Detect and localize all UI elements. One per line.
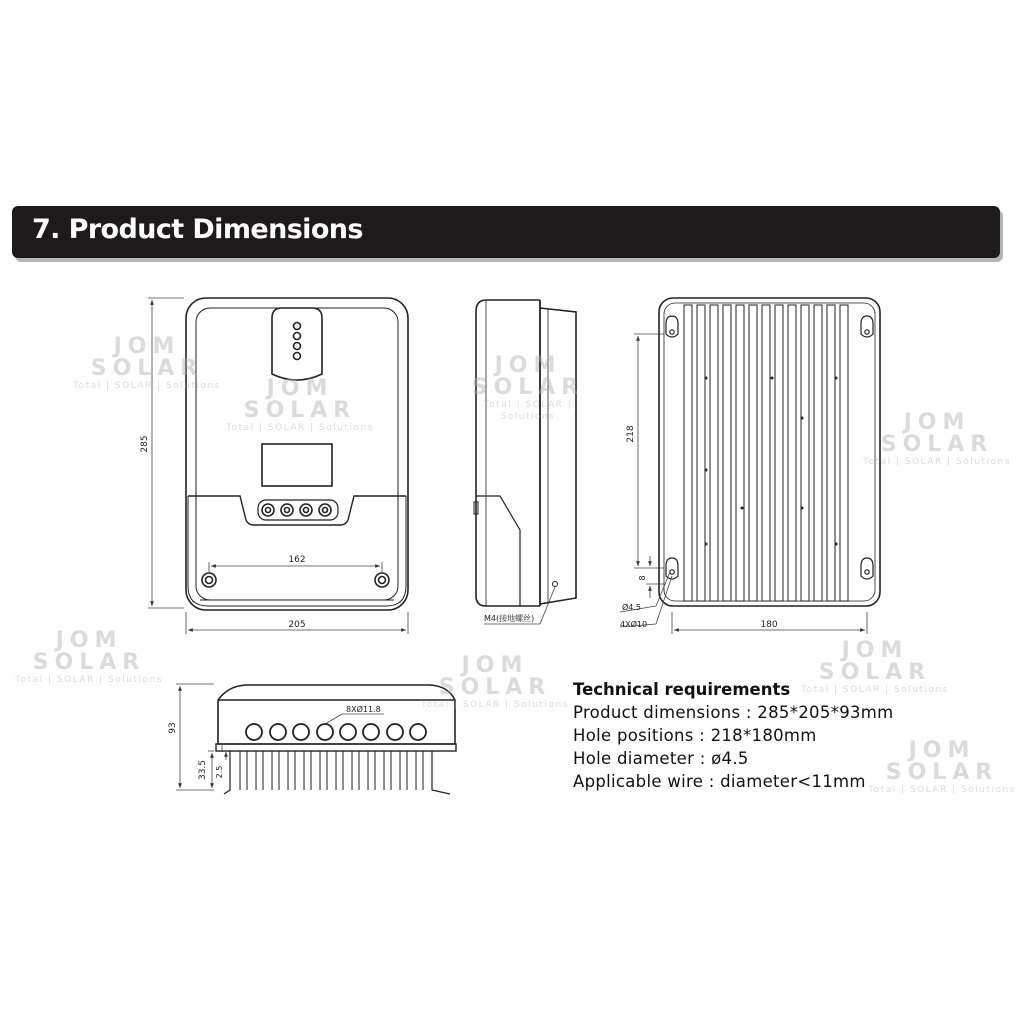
screw-left	[202, 573, 216, 587]
watermark: JOM SOLAR Total | SOLAR | Solutions	[421, 653, 569, 710]
tech-line-dimensions: Product dimensions : 285*205*93mm	[573, 703, 894, 722]
bottom-height-dim: 93	[168, 722, 178, 734]
led-2	[294, 333, 301, 340]
back-view	[659, 298, 880, 606]
lower-cover	[188, 496, 406, 606]
bottom-top-edge	[218, 685, 455, 700]
back-slot-label: 4XØ10	[620, 620, 648, 629]
tech-line-hole-positions: Hole positions : 218*180mm	[573, 726, 817, 745]
watermark: JOM SOLAR Total | SOLAR | Solutions	[226, 376, 374, 433]
tech-line-hole-diameter: Hole diameter : ø4.5	[573, 749, 749, 768]
button-row	[258, 500, 338, 520]
front-height-dim: 285	[140, 435, 150, 453]
section-title: 7. Product Dimensions	[32, 214, 363, 245]
bottom-fins	[240, 751, 423, 790]
bottom-base-plate	[216, 744, 456, 751]
bottom-view	[216, 685, 456, 794]
watermark: JOM SOLAR Total | SOLAR | Solutions	[15, 628, 163, 685]
watermark: JOM SOLAR Total | SOLAR | Solutions	[868, 738, 1016, 795]
front-width-dim: 205	[288, 620, 306, 630]
tech-line-wire: Applicable wire : diameter<11mm	[573, 772, 866, 791]
watermark: JOM SOLAR Total | SOLAR | Solutions	[801, 638, 949, 695]
glands-label: 8XØ11.8	[346, 705, 381, 714]
side-view	[474, 300, 576, 606]
front-dims	[148, 298, 408, 634]
side-cover-step	[476, 496, 520, 606]
led-3	[294, 343, 301, 350]
indicator-pod	[272, 308, 322, 380]
bottom-base-dim: 2.5	[215, 765, 224, 779]
screw-right	[375, 573, 389, 587]
led-1	[294, 323, 301, 330]
led-4	[294, 353, 301, 360]
tech-title: Technical requirements	[573, 680, 791, 699]
ground-screw-label: M4(接地螺丝)	[484, 614, 535, 623]
ground-screw	[553, 582, 558, 587]
bottom-body	[218, 700, 455, 744]
watermark: JOM SOLAR Total | SOLAR | Solutions	[471, 353, 585, 422]
back-hole-horizontal-dim: 180	[760, 620, 778, 630]
side-back-plate	[540, 308, 576, 604]
lcd-screen	[262, 444, 332, 486]
watermark: JOM SOLAR Total | SOLAR | Solutions	[863, 410, 1011, 467]
front-hole-spacing-dim: 162	[288, 555, 306, 565]
back-hole-offset-dim: 8	[638, 575, 647, 581]
watermark: JOM SOLAR Total | SOLAR | Solutions	[73, 334, 221, 391]
back-hole-vertical-dim: 218	[626, 425, 636, 443]
back-hole-diameter-label: Ø4.5	[622, 603, 642, 612]
heatsink-fins	[684, 305, 848, 601]
technical-requirements	[573, 680, 993, 793]
bottom-fin-height-dim: 33.5	[198, 759, 208, 781]
cable-glands	[246, 724, 426, 740]
